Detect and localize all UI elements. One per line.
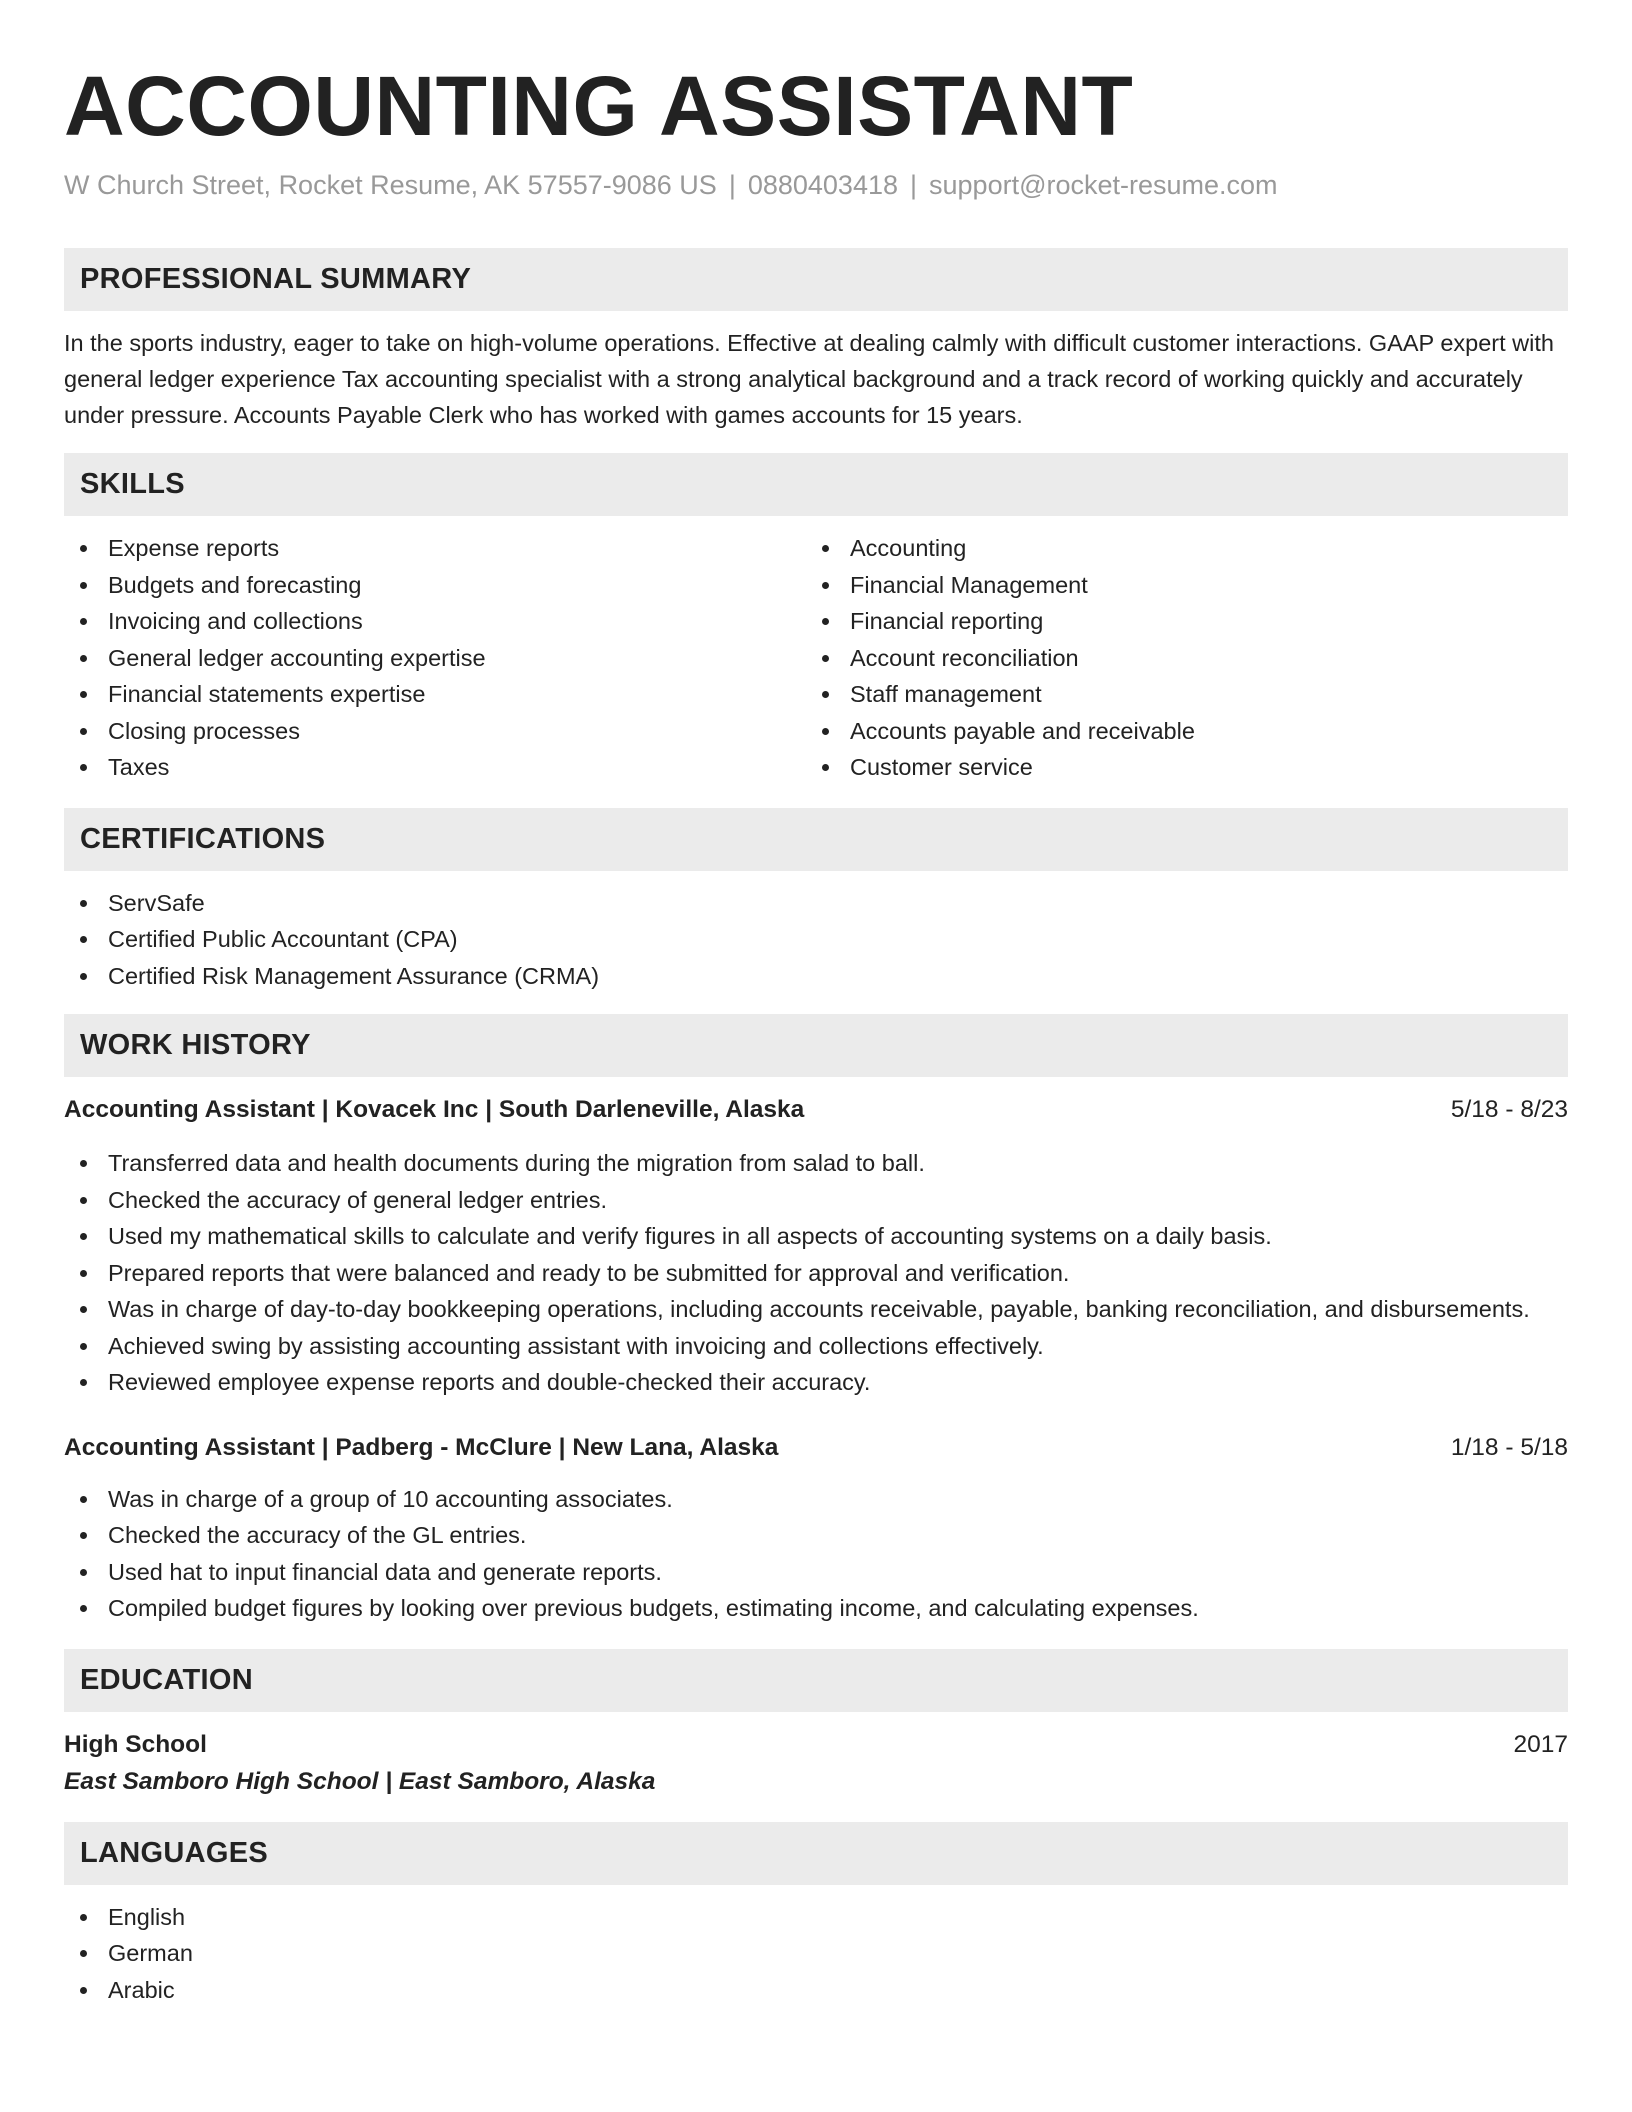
job-header: [64, 1431, 1568, 1465]
list-item: Financial reporting: [806, 603, 1548, 640]
list-item: Achieved swing by assisting accounting assistant with invoicing and collections effectively.: [64, 1328, 1568, 1365]
list-item: Expense reports: [64, 530, 806, 567]
job-header: [64, 1093, 1568, 1127]
job-bullets: [64, 1481, 1568, 1627]
resume-page: [64, 58, 1568, 2008]
education-header: [64, 1728, 1568, 1762]
list-item: Transferred data and health documents during the migration from salad to ball.: [64, 1145, 1568, 1182]
list-item: Taxes: [64, 749, 806, 786]
education-degree: High School: [64, 1730, 207, 1758]
summary-text: In the sports industry, eager to take on high-volume operations. Effective at dealing calmly with difficult customer interactions. GAAP expert with general ledger experience Tax accounting specialist with a strong analytical background and a track record of working quickly and accurately under pressure. Accounts Payable Clerk who has worked with games accounts for 15 years.: [64, 330, 1554, 428]
contact-address: W Church Street, Rocket Resume, AK 57557-9086 US: [64, 170, 717, 200]
list-item: Arabic: [64, 1972, 1568, 2009]
list-item: Closing processes: [64, 713, 806, 750]
section-header-certifications: [64, 808, 1568, 871]
job-dates: 1/18 - 5/18: [1450, 1433, 1568, 1461]
section-header-skills: [64, 453, 1568, 516]
list-item: Financial Management: [806, 567, 1548, 604]
section-header-summary: [64, 248, 1568, 311]
skills-grid: [64, 530, 1568, 786]
section-header-work-history: [64, 1014, 1568, 1077]
list-item: Checked the accuracy of general ledger entries.: [64, 1182, 1568, 1219]
list-item: Used my mathematical skills to calculate and verify figures in all aspects of accounting systems on a daily basis.: [64, 1218, 1568, 1255]
list-item: Was in charge of a group of 10 accounting associates.: [64, 1481, 1568, 1518]
contact-line: [64, 168, 1568, 202]
contact-email: support@rocket-resume.com: [929, 170, 1278, 200]
job-title: Accounting Assistant | Kovacek Inc | South Darleneville, Alaska: [64, 1096, 805, 1123]
section-title: CERTIFICATIONS: [80, 822, 326, 855]
section-header-languages: [64, 1822, 1568, 1885]
education-year: 2017: [1513, 1730, 1568, 1758]
certifications-list: [64, 885, 1568, 995]
list-item: Certified Risk Management Assurance (CRMA): [64, 958, 1568, 995]
list-item: Reviewed employee expense reports and double-checked their accuracy.: [64, 1364, 1568, 1401]
section-title: EDUCATION: [80, 1663, 253, 1696]
list-item: Account reconciliation: [806, 640, 1548, 677]
list-item: Was in charge of day-to-day bookkeeping operations, including accounts receivable, payable, banking reconciliation, and disbursements.: [64, 1291, 1568, 1328]
job-entry: [64, 1093, 1568, 1401]
job-bullets: [64, 1145, 1568, 1401]
list-item: Accounts payable and receivable: [806, 713, 1548, 750]
list-item: ServSafe: [64, 885, 1568, 922]
list-item: Prepared reports that were balanced and ready to be submitted for approval and verification.: [64, 1255, 1568, 1292]
section-title: SKILLS: [80, 468, 185, 500]
list-item: Accounting: [806, 530, 1548, 567]
list-item: Budgets and forecasting: [64, 567, 806, 604]
skills-list-right: [806, 530, 1548, 786]
contact-separator: |: [728, 170, 736, 200]
list-item: Staff management: [806, 676, 1548, 713]
list-item: General ledger accounting expertise: [64, 640, 806, 677]
section-title: WORK HISTORY: [80, 1029, 311, 1061]
section-header-education: [64, 1649, 1568, 1712]
section-title: LANGUAGES: [80, 1836, 268, 1869]
job-title: Accounting Assistant | Padberg - McClure | New Lana, Alaska: [64, 1433, 779, 1461]
list-item: Used hat to input financial data and generate reports.: [64, 1554, 1568, 1591]
job-entry: [64, 1431, 1568, 1627]
list-item: Invoicing and collections: [64, 603, 806, 640]
education-school: East Samboro High School | East Samboro, Alaska: [64, 1767, 656, 1795]
list-item: Certified Public Accountant (CPA): [64, 921, 1568, 958]
list-item: Financial statements expertise: [64, 676, 806, 713]
languages-list: [64, 1899, 1568, 2009]
skills-list-left: [64, 530, 806, 786]
list-item: Compiled budget figures by looking over previous budgets, estimating income, and calculating expenses.: [64, 1590, 1568, 1627]
contact-phone: 0880403418: [747, 170, 898, 200]
job-dates: 5/18 - 8/23: [1450, 1096, 1568, 1123]
section-title: PROFESSIONAL SUMMARY: [80, 263, 472, 295]
contact-separator: |: [910, 170, 918, 200]
list-item: English: [64, 1899, 1568, 1936]
list-item: Checked the accuracy of the GL entries.: [64, 1517, 1568, 1554]
list-item: Customer service: [806, 749, 1548, 786]
resume-name-title: ACCOUNTING ASSISTANT: [64, 59, 1134, 153]
list-item: German: [64, 1935, 1568, 1972]
